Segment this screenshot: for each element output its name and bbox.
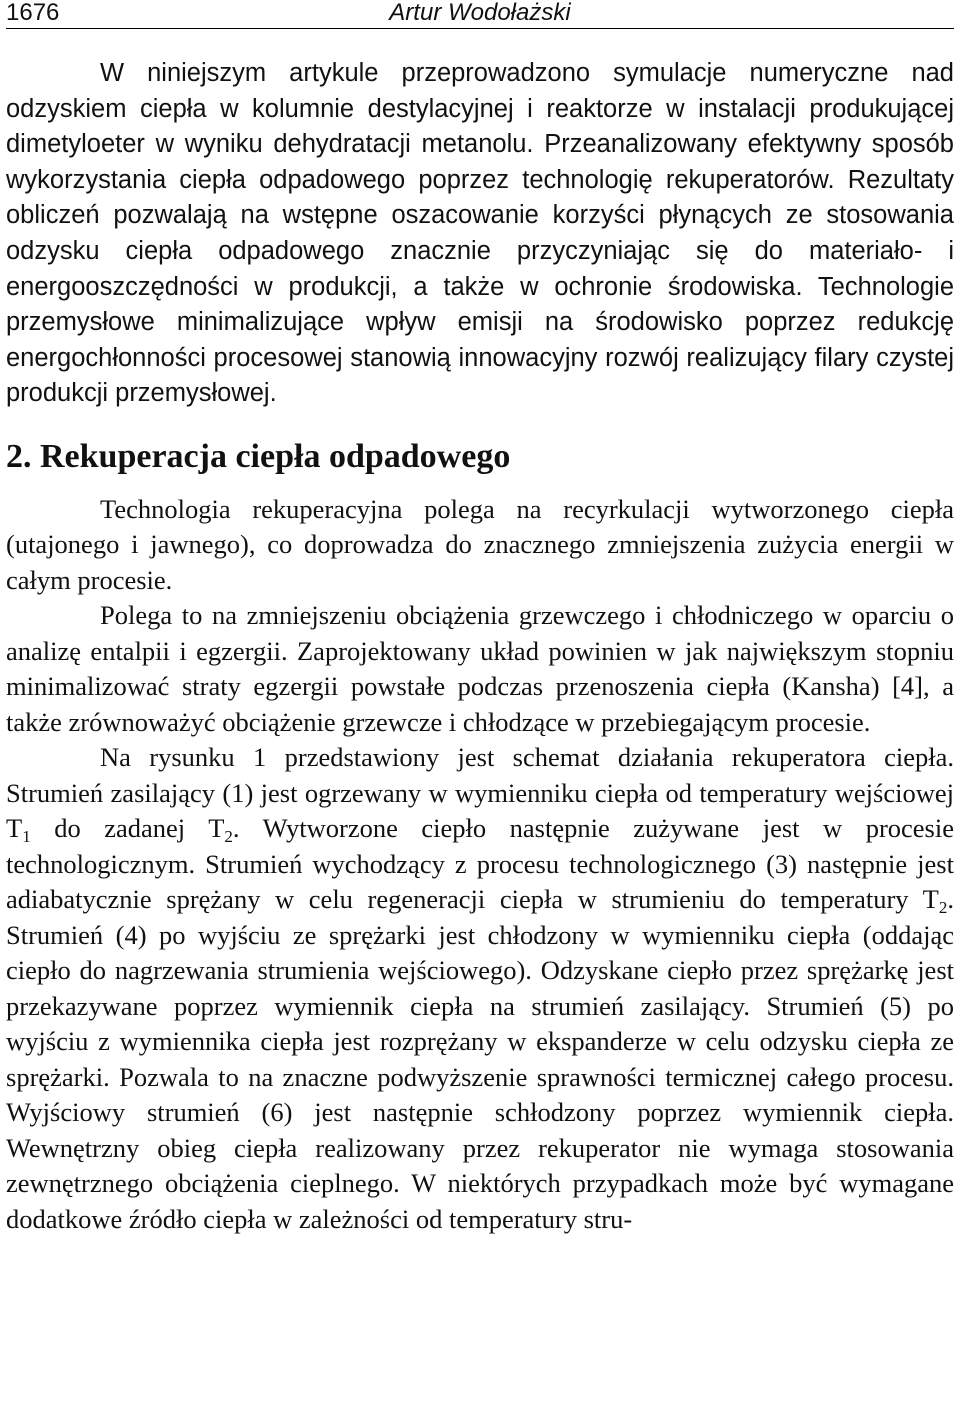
body-paragraph-2: Polega to na zmniejszeniu obciążenia grzewczego i chłodniczego w oparciu o analizę entalpii i egzergii. Zaprojektowany układ powinien w jak największym stopniu minimalizować straty egzergii powstałe podczas przenoszenia ciepła (Kansha) [4], a także zrównoważyć obciążenie grzewcze i chłodzące w przebiegającym procesie. — [6, 600, 954, 737]
running-header — [6, 0, 954, 29]
subscript: 1 — [22, 827, 31, 847]
section-body — [6, 492, 954, 1238]
intro-paragraph: W niniejszym artykule przeprowadzono symulacje numeryczne nad odzyskiem ciepła w kolumnie destylacyjnej i reaktorze w instalacji produkującej dimetyloeter w wyniku dehydratacji metanolu. Przeanalizowany efektywny sposób wykorzystania ciepła odpadowego poprzez technologię rekuperatorów. Rezultaty obliczeń pozwalają na wstępne oszacowanie korzyści płynących ze stosowania odzysku ciepła odpadowego znacznie przyczyniając się do materiało- i energooszczędności w produkcji, a także w ochronie środowiska. Technologie przemysłowe minimalizujące wpływ emisji na środowisko poprzez redukcję energochłonności procesowej stanowią innowacyjny rozwój realizujący filary czystej produkcji przemysłowej. — [6, 59, 954, 408]
body-paragraph-3 — [6, 740, 954, 1237]
document-page — [6, 0, 954, 1237]
subscript: 2 — [224, 827, 233, 847]
running-header-author: Artur Wodołażski — [389, 0, 571, 26]
body-paragraph-1: Technologia rekuperacyjna polega na recyrkulacji wytworzonego ciepła (utajonego i jawnego), co doprowadza do znacznego zmniejszenia zużycia energii w całym procesie. — [6, 493, 954, 595]
section-heading: 2. Rekuperacja ciepła odpadowego — [6, 437, 511, 475]
page-number: 1676 — [6, 0, 60, 26]
intro-section — [6, 56, 954, 412]
paragraph-text: . Strumień (4) po wyjściu ze sprężarki jest chłodzony w wymienniku ciepła (oddając ciepło do nagrzewania strumienia wejściowego). Odzyskane ciepło przez sprężarkę jest przekazywane poprzez wymiennik ciepła na strumień zasilający. Strumień (5) po wyjściu z wymiennika ciepła jest rozprężany w ekspanderze w celu odzysku ciepła ze sprężarki. Pozwala to na znaczne podwyższenie sprawności termicznej całego procesu. Wyjściowy strumień (6) jest następnie schłodzony poprzez wymiennik ciepła. Wewnętrzny obieg ciepła realizowany przez rekuperator nie wymaga stosowania zewnętrznego obciążenia cieplnego. W niektórych przypadkach może być wymagane dodatkowe źródło ciepła w zależności od temperatury stru- — [6, 884, 954, 1234]
subscript: 2 — [938, 898, 948, 918]
paragraph-text: Na rysunku 1 przedstawiony jest schemat działania rekuperatora ciepła. Strumień zasilający (1) jest ogrzewany w wymienniku ciepła od temperatury wejściowej T — [6, 742, 954, 844]
paragraph-text: . Wytworzone ciepło następnie zużywane jest w procesie technologicznym. Strumień wychodzący z procesu technologicznego (3) następnie jest adiabatycznie sprężany w celu regeneracji ciepła w strumieniu do temperatury T — [6, 813, 954, 915]
paragraph-text: do zadanej T — [30, 813, 225, 844]
